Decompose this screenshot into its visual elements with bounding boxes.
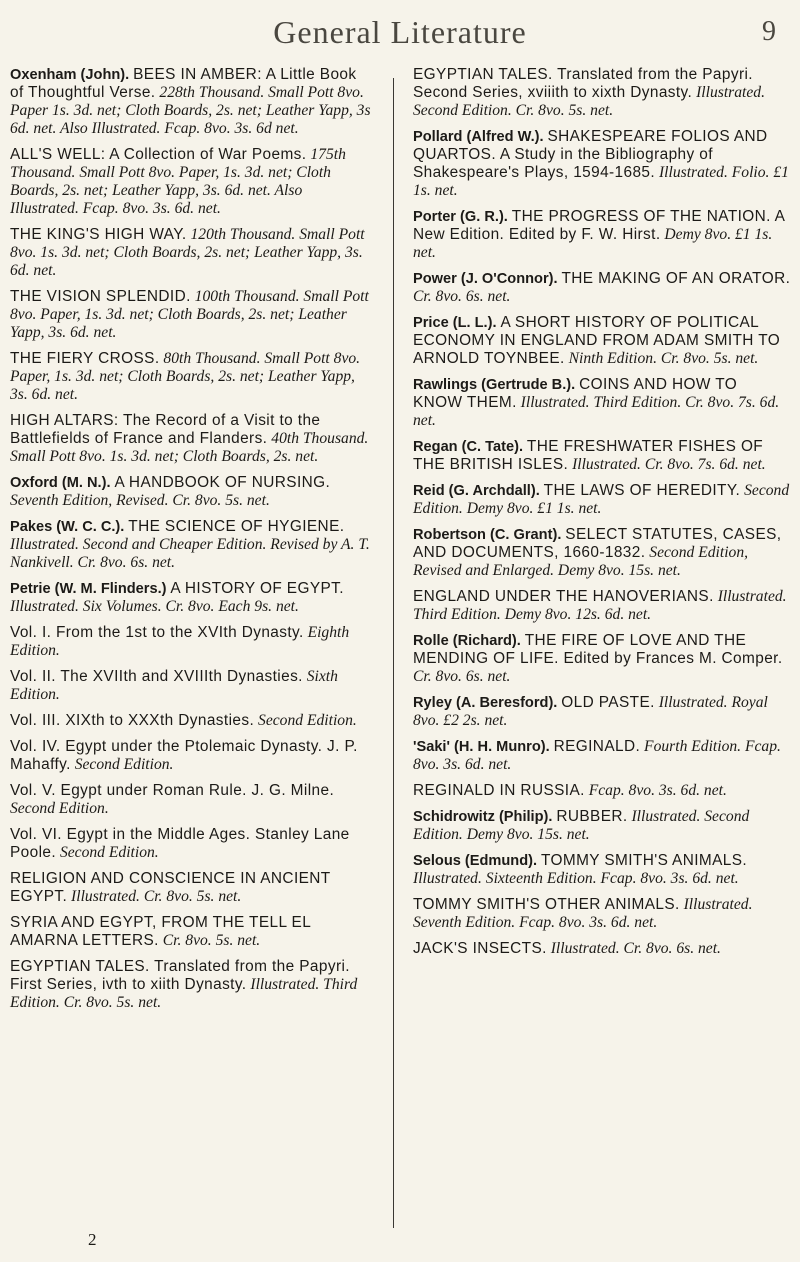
entry-title: RELIGION AND CONSCIENCE IN ANCIENT EGYPT. [10, 870, 331, 905]
catalogue-entry [413, 782, 791, 800]
entry-author: Schidrowitz (Philip). [413, 809, 553, 825]
entry-title: SELECT STATUTES, CASES, AND DOCUMENTS, 1660-1832. [413, 526, 782, 561]
entry-details: Illustrated. Second Edition. Demy 8vo. 15s. net. [413, 808, 750, 843]
running-head-title: General Literature [273, 14, 527, 50]
catalogue-entry [413, 694, 791, 730]
entry-details: Illustrated. Third Edition. Demy 8vo. 12s. 6d. net. [413, 588, 787, 623]
entry-title: REGINALD IN RUSSIA. [413, 782, 585, 799]
entry-title: A HISTORY OF EGYPT. [170, 580, 344, 597]
entry-title: Vol. III. XIXth to XXXth Dynasties. [10, 712, 255, 729]
entry-details: Second Edition. [10, 800, 109, 817]
entry-details: Second Edition. [59, 844, 159, 861]
catalogue-entry [413, 940, 791, 958]
entry-details: Ninth Edition. Cr. 8vo. 5s. net. [568, 350, 759, 367]
catalogue-entry [413, 438, 791, 474]
entry-author: Ryley (A. Beresford). [413, 695, 558, 711]
entry-details: Cr. 8vo. 5s. net. [162, 932, 261, 949]
right-column [413, 66, 791, 966]
entry-author: Rolle (Richard). [413, 633, 521, 649]
catalogue-entry [413, 808, 791, 844]
catalogue-entry [10, 412, 372, 466]
catalogue-entry [10, 914, 372, 950]
entry-details: Second Edition. [74, 756, 174, 773]
catalogue-entry [413, 66, 791, 120]
entry-title: EGYPTIAN TALES. Translated from the Papyri. First Series, ivth to xiith Dynasty. [10, 958, 350, 993]
entry-details: Illustrated. Folio. £1 1s. net. [413, 164, 789, 199]
entry-author: Oxford (M. N.). [10, 475, 111, 491]
entry-details: 228th Thousand. Small Pott 8vo. Paper 1s. 3d. net; Cloth Boards, 2s. net; Leather Yapp, 3s 6d. net. Also Illustrated. Fcap. 8vo. 3s. 6d net. [10, 84, 371, 137]
catalogue-entry [413, 376, 791, 430]
entry-details: Eighth Edition. [10, 624, 350, 659]
catalogue-entry [413, 208, 791, 262]
entry-details: Second Edition. Demy 8vo. £1 1s. net. [413, 482, 790, 517]
entry-title: Vol. II. The XVIIth and XVIIIth Dynasties. [10, 668, 303, 685]
entry-title: Vol. I. From the 1st to the XVIth Dynasty. [10, 624, 304, 641]
catalogue-entry [413, 852, 791, 888]
entry-details: Second Edition, Revised and Enlarged. Demy 8vo. 15s. net. [413, 544, 749, 579]
catalogue-entry [413, 526, 791, 580]
entry-details: Demy 8vo. £1 1s. net. [413, 226, 773, 261]
entry-title: THE PROGRESS OF THE NATION. A New Edition. Edited by F. W. Hirst. [413, 208, 785, 243]
entry-details: Illustrated. Second and Cheaper Edition. Revised by A. T. Nankivell. Cr. 8vo. 6s. net. [10, 536, 370, 571]
catalogue-entry [10, 738, 372, 774]
entry-title: THE KING'S HIGH WAY. [10, 226, 187, 243]
entry-author: 'Saki' (H. H. Munro). [413, 739, 550, 755]
catalogue-entry [413, 588, 791, 624]
entry-title: REGINALD. [553, 738, 641, 755]
entry-details: 120th Thousand. Small Pott 8vo. 1s. 3d. net; Cloth Boards, 2s. net; Leather Yapp, 3s. 6d. net. [10, 226, 365, 279]
entry-author: Pakes (W. C. C.). [10, 519, 125, 535]
entry-title: THE MAKING OF AN ORATOR. [561, 270, 791, 287]
entry-details: Cr. 8vo. 6s. net. [413, 288, 511, 305]
left-column [10, 66, 372, 1020]
entry-title: A HANDBOOK OF NURSING. [114, 474, 331, 491]
entry-title: Vol. IV. Egypt under the Ptolemaic Dynasty. J. P. Mahaffy. [10, 738, 358, 773]
entry-details: Second Edition. [258, 712, 357, 729]
catalogue-entry [10, 782, 372, 818]
entry-title: TOMMY SMITH'S ANIMALS. [540, 852, 748, 869]
catalogue-entry [413, 128, 791, 200]
catalogue-entry [413, 738, 791, 774]
entry-title: SHAKESPEARE FOLIOS AND QUARTOS. A Study in the Bibliography of Shakespeare's Plays, 1594-1685. [413, 128, 768, 181]
entry-title: ALL'S WELL: A Collection of War Poems. [10, 146, 307, 163]
entry-title: JACK'S INSECTS. [413, 940, 547, 957]
entry-details: Fcap. 8vo. 3s. 6d. net. [588, 782, 727, 799]
catalogue-entry [413, 632, 791, 686]
entry-details: Illustrated. Cr. 8vo. 7s. 6d. net. [572, 456, 766, 473]
entry-details: Illustrated. Six Volumes. Cr. 8vo. Each 9s. net. [10, 598, 299, 615]
catalogue-entry [413, 314, 791, 368]
entry-details: Illustrated. Cr. 8vo. 5s. net. [71, 888, 242, 905]
entry-title: HIGH ALTARS: The Record of a Visit to the Battlefields of France and Flanders. [10, 412, 321, 447]
catalogue-entry [10, 350, 372, 404]
catalogue-entry [413, 270, 791, 306]
entry-author: Power (J. O'Connor). [413, 271, 558, 287]
entry-details: Seventh Edition, Revised. Cr. 8vo. 5s. net. [10, 492, 270, 509]
page-header [0, 14, 800, 54]
catalogue-entry [10, 712, 372, 730]
entry-details: Fourth Edition. Fcap. 8vo. 3s. 6d. net. [413, 738, 781, 773]
entry-title: THE VISION SPLENDID. [10, 288, 191, 305]
catalogue-entry [10, 288, 372, 342]
catalogue-entry [10, 146, 372, 218]
entry-author: Oxenham (John). [10, 67, 130, 83]
page-number: 9 [762, 16, 776, 47]
signature-number: 2 [88, 1230, 97, 1249]
column-divider [393, 78, 394, 1228]
entry-title: Vol. V. Egypt under Roman Rule. J. G. Milne. [10, 782, 335, 799]
entry-details: 100th Thousand. Small Pott 8vo. Paper, 1s. 3d. net; Cloth Boards, 2s. net; Leather Yapp, 3s. 6d. net. [10, 288, 369, 341]
entry-title: BEES IN AMBER: A Little Book of Thoughtful Verse. [10, 66, 357, 101]
entry-author: Petrie (W. M. Flinders.) [10, 581, 167, 597]
entry-title: Vol. VI. Egypt in the Middle Ages. Stanley Lane Poole. [10, 826, 350, 861]
entry-title: THE SCIENCE OF HYGIENE. [128, 518, 345, 535]
entry-title: THE FIERY CROSS. [10, 350, 160, 367]
entry-title: THE LAWS OF HEREDITY. [543, 482, 741, 499]
entry-title: ENGLAND UNDER THE HANOVERIANS. [413, 588, 714, 605]
catalogue-entry [10, 518, 372, 572]
entry-author: Pollard (Alfred W.). [413, 129, 544, 145]
entry-details: Illustrated. Cr. 8vo. 6s. net. [550, 940, 721, 957]
entry-author: Rawlings (Gertrude B.). [413, 377, 576, 393]
catalogue-entry [10, 226, 372, 280]
catalogue-entry [10, 668, 372, 704]
entry-author: Porter (G. R.). [413, 209, 508, 225]
entry-title: TOMMY SMITH'S OTHER ANIMALS. [413, 896, 680, 913]
entry-author: Price (L. L.). [413, 315, 497, 331]
catalogue-entry [10, 66, 372, 138]
entry-author: Robertson (C. Grant). [413, 527, 562, 543]
entry-author: Regan (C. Tate). [413, 439, 524, 455]
catalogue-entry [10, 870, 372, 906]
catalogue-entry [10, 826, 372, 862]
entry-details: Illustrated. Third Edition. Cr. 8vo. 7s. 6d. net. [413, 394, 780, 429]
entry-title: A SHORT HISTORY OF POLITICAL ECONOMY IN ENGLAND FROM ADAM SMITH TO ARNOLD TOYNBEE. [413, 314, 781, 367]
catalogue-entry [413, 482, 791, 518]
entry-details: Illustrated. Seventh Edition. Fcap. 8vo. 3s. 6d. net. [413, 896, 753, 931]
entry-title: SYRIA AND EGYPT, FROM THE TELL EL AMARNA LETTERS. [10, 914, 311, 949]
catalogue-entry [10, 474, 372, 510]
catalogue-entry [10, 958, 372, 1012]
entry-details: Illustrated. Second Edition. Cr. 8vo. 5s. net. [413, 84, 765, 119]
catalogue-entry [10, 580, 372, 616]
entry-details: Illustrated. Royal 8vo. £2 2s. net. [413, 694, 768, 729]
entry-author: Selous (Edmund). [413, 853, 538, 869]
entry-author: Reid (G. Archdall). [413, 483, 540, 499]
catalogue-entry [10, 624, 372, 660]
entry-title: RUBBER. [556, 808, 628, 825]
entry-title: THE FIRE OF LOVE AND THE MENDING OF LIFE. Edited by Frances M. Comper. [413, 632, 783, 667]
entry-details: Sixth Edition. [10, 668, 338, 703]
catalogue-entry [413, 896, 791, 932]
entry-title: OLD PASTE. [561, 694, 655, 711]
entry-title: EGYPTIAN TALES. Translated from the Papyri. Second Series, xviiith to xixth Dynasty. [413, 66, 753, 101]
entry-details: 40th Thousand. Small Pott 8vo. 1s. 3d. net; Cloth Boards, 2s. net. [10, 430, 369, 465]
entry-details: Cr. 8vo. 6s. net. [413, 668, 511, 685]
entry-details: Illustrated. Third Edition. Cr. 8vo. 5s. net. [10, 976, 358, 1011]
entry-details: 80th Thousand. Small Pott 8vo. Paper, 1s. 3d. net; Cloth Boards, 2s. net; Leather Yapp, 3s. 6d. net. [10, 350, 361, 403]
entry-title: COINS AND HOW TO KNOW THEM. [413, 376, 738, 411]
entry-details: 175th Thousand. Small Pott 8vo. Paper, 1s. 3d. net; Cloth Boards, 2s. net; Leather Yapp, 3s. 6d. net. Also Illustrated. Fcap. 8vo. 3s. 6d. net. [10, 146, 346, 217]
entry-title: THE FRESHWATER FISHES OF THE BRITISH ISLES. [413, 438, 764, 473]
entry-details: Illustrated. Sixteenth Edition. Fcap. 8vo. 3s. 6d. net. [413, 870, 739, 887]
